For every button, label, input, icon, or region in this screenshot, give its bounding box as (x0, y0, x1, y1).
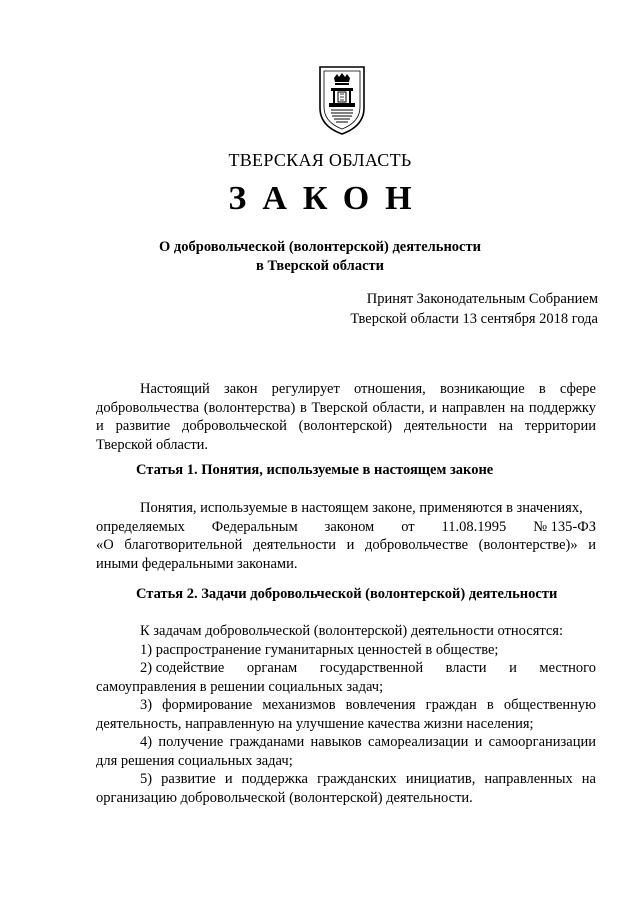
adoption-note-line-1: Принят Законодательным Собранием (366, 291, 598, 307)
article-2-item-2-line-1 (96, 659, 596, 678)
region-name: ТВЕРСКАЯ ОБЛАСТЬ (228, 150, 412, 170)
article-2-item-3: 3) формирование механизмов вовлечения граждан в общественную деятельность, направленную на улучшение качества жизни населения; (96, 697, 596, 732)
article-1-line-1: Понятия, используемые в настоящем законе, применяются в значениях, (140, 500, 583, 516)
article-2-item-1: 1) распространение гуманитарных ценностей в обществе; (140, 641, 499, 658)
article-2-intro: К задачам добровольческой (волонтерской) деятельности относятся: (140, 623, 564, 639)
article-2-heading: Статья 2. Задачи добровольческой (волонтерской) деятельности (136, 586, 558, 602)
law-title-line-2: в Тверской области (255, 258, 384, 274)
adoption-note-line-2: Тверской области 13 сентября 2018 года (350, 311, 598, 327)
article-1-word: 11.08.1995 (441, 518, 507, 535)
adoption-note (350, 289, 598, 329)
article-1-word: Федеральным (211, 518, 298, 535)
article-2-word: государственной (319, 660, 424, 676)
article-1-word: от (401, 518, 415, 535)
article-1-word: № 135-ФЗ (533, 518, 596, 535)
preamble-paragraph: Настоящий закон регулирует отношения, возникающие в сфере добровольчества (волонтерства) в Тверской области, и направлен на поддержку и развитие добровольческой (волонтерской) деятельности на территории Тверской области. (96, 381, 596, 453)
article-2-word: власти (445, 660, 487, 676)
article-1-rest: «О благотворительной деятельности и добровольчестве (волонтерстве)» и иными федеральными законами. (96, 537, 596, 572)
document-type: ЗАКОН (228, 180, 428, 217)
article-2-item-4: 4) получение гражданами навыков самореализации и самоорганизации для решения социальных задач; (96, 734, 596, 769)
article-2-word: местного (539, 660, 596, 676)
coat-of-arms-emblem (317, 64, 367, 136)
article-2-item-2-line-2: самоуправления в решении социальных задач; (96, 678, 384, 695)
article-1-heading: Статья 1. Понятия, используемые в настоящем законе (136, 462, 494, 478)
law-title (0, 238, 640, 276)
article-2-body (96, 622, 596, 807)
article-1-word: законом (324, 518, 375, 535)
article-2-item-5: 5) развитие и поддержка гражданских инициатив, направленных на организацию добровольческой (волонтерской) деятельности. (96, 771, 596, 806)
article-2-word: и (509, 660, 517, 676)
article-1-line-2 (96, 518, 596, 537)
law-title-line-1: О добровольческой (волонтерской) деятельности (159, 239, 481, 255)
article-1-word: определяемых (96, 518, 185, 535)
article-2-word: органам (246, 660, 298, 676)
article-2-word: 2) содействие (140, 660, 225, 676)
article-1-paragraph (96, 499, 596, 573)
